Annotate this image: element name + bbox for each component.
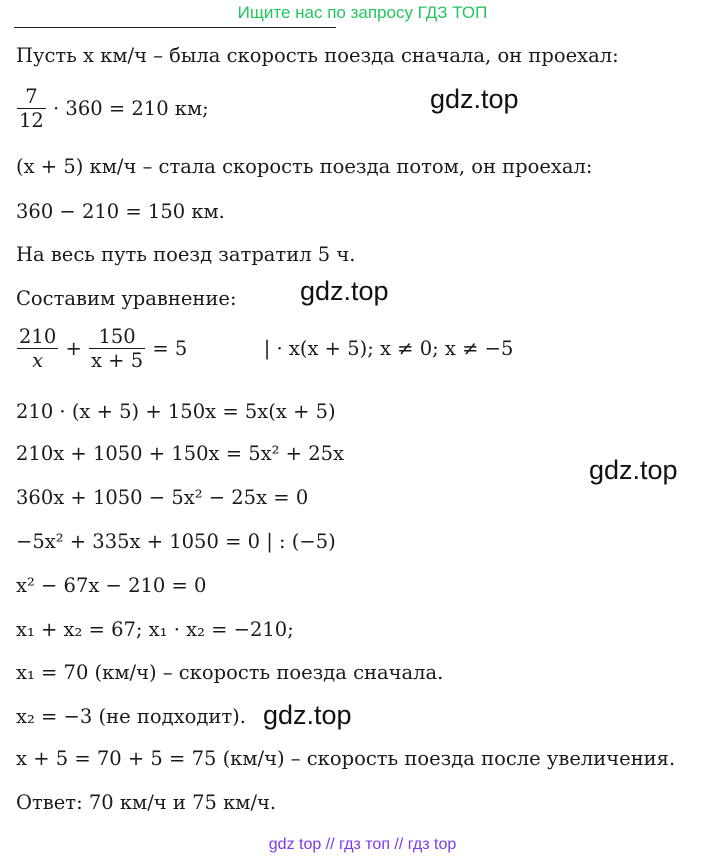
watermark: gdz.top	[263, 700, 352, 730]
solution-line-10: 360x + 1050 − 5x² − 25x = 0	[16, 486, 309, 509]
watermark: gdz.top	[300, 276, 389, 306]
expression-tail: · 360 = 210 км;	[53, 96, 209, 120]
fraction-denominator: 12	[19, 109, 44, 133]
solution-line-16: x + 5 = 70 + 5 = 75 (км/ч) – скорость поезда после увеличения.	[16, 747, 676, 770]
fraction-numerator: 210	[19, 325, 57, 348]
domain-condition: | · x(x + 5); x ≠ 0; x ≠ −5	[263, 336, 514, 360]
solution-line-5: На весь путь поезд затратил 5 ч.	[16, 243, 356, 266]
solution-line-4: 360 − 210 = 150 км.	[16, 200, 225, 223]
solution-line-15: x₂ = −3 (не подходит).	[16, 705, 246, 728]
fraction-numerator: 7	[17, 86, 46, 109]
fraction-numerator: 150	[89, 326, 145, 349]
fraction-7-12	[17, 86, 46, 133]
watermark: gdz.top	[589, 455, 678, 485]
fraction-denominator: x	[32, 349, 44, 373]
solution-line-6: Составим уравнение:	[16, 287, 237, 310]
solution-line-8: 210 · (x + 5) + 150x = 5x(x + 5)	[16, 400, 336, 423]
answer-line: Ответ: 70 км/ч и 75 км/ч.	[16, 791, 277, 814]
solution-line-14: x₁ = 70 (км/ч) – скорость поезда сначала.	[16, 661, 444, 684]
search-hint-header: Ищите нас по запросу ГДЗ ТОП	[237, 3, 488, 22]
footer-links: gdz top // гдз топ // гдз top	[268, 836, 457, 853]
solution-line-11: −5x² + 335x + 1050 = 0 | : (−5)	[16, 530, 336, 553]
solution-line-9: 210x + 1050 + 150x = 5x² + 25x	[16, 442, 345, 465]
plus-sign: +	[65, 336, 82, 360]
fraction-150-x5	[89, 326, 145, 373]
solution-line-3: (x + 5) км/ч – стала скорость поезда потом, он проехал:	[16, 155, 593, 178]
header-underline	[14, 27, 336, 28]
equals-five: = 5	[152, 336, 188, 360]
solution-line-1: Пусть x км/ч – была скорость поезда сначала, он проехал:	[16, 44, 619, 67]
fraction-210-x	[17, 326, 58, 373]
fraction-denominator: x + 5	[90, 349, 144, 373]
solution-line-12: x² − 67x − 210 = 0	[16, 574, 207, 597]
solution-line-13: x₁ + x₂ = 67; x₁ · x₂ = −210;	[16, 618, 294, 641]
equation-line	[16, 326, 513, 373]
solution-line-2	[16, 86, 209, 133]
watermark: gdz.top	[430, 84, 519, 114]
